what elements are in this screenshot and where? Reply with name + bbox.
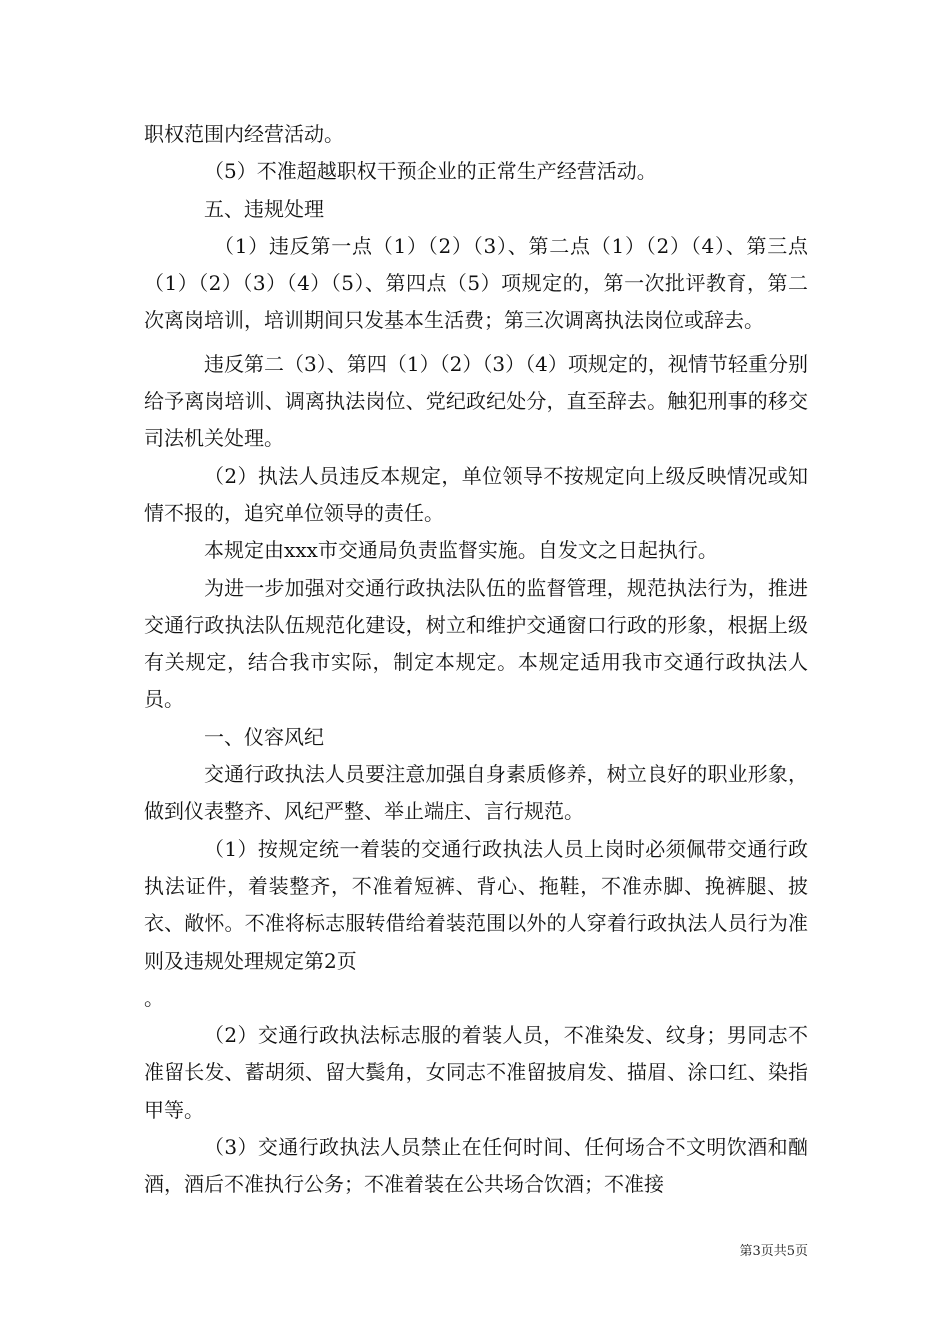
- paragraph-12: 。: [144, 985, 164, 1010]
- page-number-footer: 第3页共5页: [739, 1244, 808, 1259]
- paragraph-6: （2）执法人员违反本规定，单位领导不按规定向上级反映情况或知情不报的，追究单位领导的责任。: [144, 463, 808, 525]
- paragraph-13: （2）交通行政执法标志服的着装人员，不准染发、纹身；男同志不准留长发、蓄胡须、留大鬓角，女同志不准留披肩发、描眉、涂口红、染指甲等。: [144, 1023, 808, 1122]
- paragraph-7: 本规定由xxx市交通局负责监督实施。自发文之日起执行。: [204, 538, 718, 563]
- paragraph-1: 职权范围内经营活动。: [144, 122, 344, 146]
- paragraph-4: （1）违反第一点（1）（2）（3）、第二点（1）（2）（4）、第三点（1）（2）（3）（4）（5）、第四点（5）项规定的，第一次批评教育，第二次离岗培训，培训期间只发基本生活费；第三次调离执法岗位或辞去。: [144, 233, 808, 333]
- paragraph-5: 违反第二（3）、第四（1）（2）（3）（4）项规定的，视情节轻重分别给予离岗培训、调离执法岗位、党纪政纪处分，直至辞去。触犯刑事的移交司法机关处理。: [144, 351, 808, 451]
- section-heading-appearance: 一、仪容风纪: [204, 724, 324, 749]
- paragraph-8: 为进一步加强对交通行政执法队伍的监督管理，规范执法行为，推进交通行政执法队伍规范化建设，树立和维护交通窗口行政的形象，根据上级有关规定，结合我市实际，制定本规定。本规定适用我市交通行政执法人员。: [144, 575, 808, 712]
- paragraph-2: （5）不准超越职权干预企业的正常生产经营活动。: [204, 159, 657, 184]
- paragraph-14: （3）交通行政执法人员禁止在任何时间、任何场合不文明饮酒和酗酒，酒后不准执行公务；不准着装在公共场合饮酒；不准接: [144, 1135, 808, 1197]
- paragraph-10: 交通行政执法人员要注意加强自身素质修养，树立良好的职业形象，做到仪表整齐、风纪严整、举止端庄、言行规范。: [144, 762, 808, 824]
- document-body: [144, 116, 808, 1204]
- paragraph-11: （1）按规定统一着装的交通行政执法人员上岗时必须佩带交通行政执法证件，着装整齐，不准着短裤、背心、拖鞋，不准赤脚、挽裤腿、披衣、敞怀。不准将标志服转借给着装范围以外的人穿着行政执法人员行为准则及违规处理规定第2页: [144, 836, 808, 973]
- section-heading-violations: 五、违规处理: [204, 196, 324, 221]
